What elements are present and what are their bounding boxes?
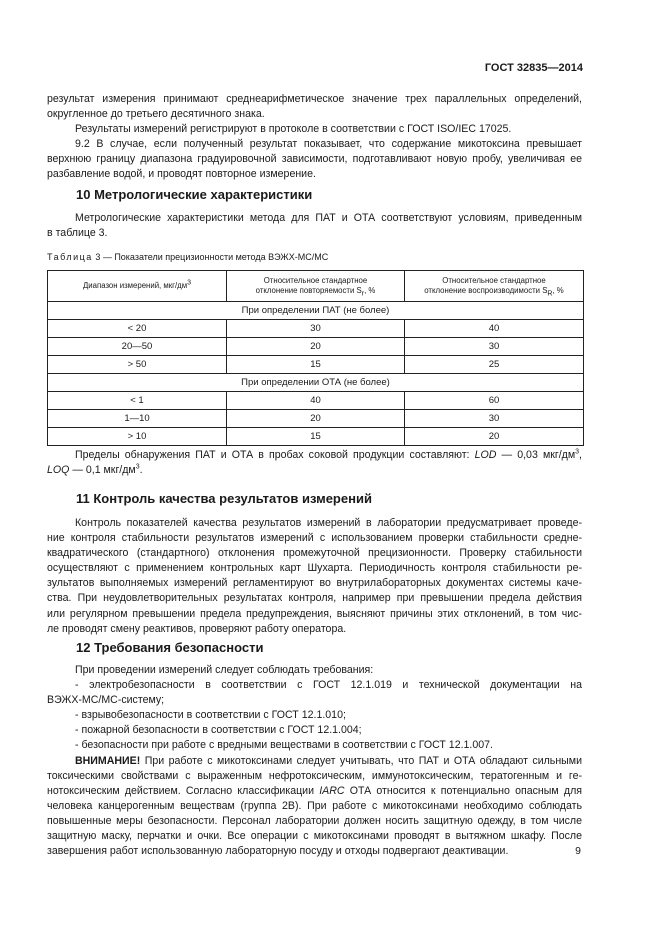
text-line: Пределы обнаружения ПАТ и ОТА в пробах соковой продукции составляют: LOD — 0,03 мкг/$дм^3$, <box>75 448 582 461</box>
section-10-text <box>47 211 582 241</box>
text-line: верхнюю границу диапазона градуировочной зависимости, подготавливают новую пробу, увеличивая ее <box>47 153 582 166</box>
precision-table <box>47 270 584 446</box>
intro-block <box>47 92 582 183</box>
text-line: ВЭЖХ-МС/МС-систему; <box>47 694 165 707</box>
table-row: 1—10 20 30 <box>48 410 584 428</box>
table-caption <box>47 252 328 262</box>
text-line: - электробезопасности в соответствии с ГОСТ 12.1.019 и технической документации на <box>75 679 582 692</box>
header-repeatability: Относительное стандартное отклонение повторяемости $S_r$, % <box>227 271 405 302</box>
table-caption-text: 3 — Показатели прецизионности метода ВЭЖХ-МС/МС <box>95 252 329 262</box>
text-line: завершения работ использованную лабораторную посуду и отходы подвергают деактивации. <box>47 845 509 858</box>
text-line: - взрывобезопасности в соответствии с ГОСТ 12.1.010; <box>75 709 346 722</box>
text-line: квадратического (стандартного) отклонения промежуточной прецизионности. Проверку стабильности <box>47 547 582 560</box>
text-line: ние контроля стабильности результатов измерений с использованием проверки стабильности средне- <box>47 532 582 545</box>
table-row: < 20 30 40 <box>48 320 584 338</box>
text-line: повышенные меры безопасности. Персонал лаборатории должен носить защитную одежду, в том числе <box>47 814 582 827</box>
text-line: - пожарной безопасности в соответствии с ГОСТ 12.1.004; <box>75 724 362 737</box>
section-11-text <box>47 516 582 637</box>
document-code: ГОСТ 32835—2014 <box>484 62 583 74</box>
text-line: Результаты измерений регистрируют в протоколе в соответствии с ГОСТ ISO/IEC 17025. <box>75 123 512 136</box>
text-line: ВНИМАНИЕ! При работе с микотоксинами следует учитывать, что ПАТ и ОТА обладают сильными <box>75 754 582 767</box>
text-line: округленное до третьего десятичного знака. <box>47 108 265 121</box>
text-line: При проведении измерений следует соблюдать требования: <box>75 664 374 676</box>
text-line: LOQ — 0,1 мкг/$дм^3$. <box>47 463 143 477</box>
header-range: Диапазон измерений, мкг/$дм^3$ <box>48 271 227 302</box>
text-line: зультатов выполняемых измерений регламентируют во внутрилабораторных документах системы каче- <box>47 577 582 590</box>
text-line: ле проводят смену реактивов, проверяют работу оператора. <box>47 622 347 635</box>
table-caption-label: Таблица <box>47 252 93 262</box>
page-number: 9 <box>575 845 581 857</box>
section-12-text <box>47 663 582 859</box>
text-line: защитную маску, перчатки и очки. Все операции с микотоксинами проводят в вытяжном шкафу. После <box>47 830 582 843</box>
text-line: - безопасности при работе с вредными веществами в соответствии с ГОСТ 12.1.007. <box>75 739 493 752</box>
text-line: осуществляют с применением контрольных карт Шухарта. Периодичность контроля стабильности ре- <box>47 562 582 575</box>
text-line: 9.2 В случае, если полученный результат показывает, что содержание микотоксина превышает <box>75 138 582 151</box>
table-header-row <box>48 271 584 302</box>
table-row: > 10 15 20 <box>48 428 584 446</box>
warning-label: ВНИМАНИЕ! <box>75 754 141 767</box>
text-line: результат измерения принимают среднеарифметическое значение трех параллельных определений, <box>47 93 582 105</box>
text-line: в таблице 3. <box>47 227 108 240</box>
section-12-title: 12 Требования безопасности <box>76 640 264 655</box>
table-row: > 50 15 25 <box>48 356 584 374</box>
text-line: токсическими свойствами с выраженным нефротоксическим, иммунотоксическим, тератогенным и ге- <box>47 769 582 782</box>
section-10-title: 10 Метрологические характеристики <box>76 187 313 202</box>
text-line: человека канцерогенным веществам (группа 2B). При работе с микотоксинами необходимо соблюдать <box>47 799 582 812</box>
table-row: < 1 40 60 <box>48 392 584 410</box>
text-line: Контроль показателей качества результатов измерений в лаборатории предусматривает проведе- <box>75 517 582 529</box>
text-line: ства. При неудовлетворительных результатах контроля, например при превышении предела действия <box>47 592 582 605</box>
text-line: нотоксическим действием. Согласно классификации IARC ОТА относится к потенциально опасным для <box>47 784 582 797</box>
detection-limits <box>47 448 582 478</box>
header-reproducibility: Относительное стандартное отклонение воспроизводимости $S_R$, % <box>405 271 584 302</box>
text-line: или регулярном превышении предела предупреждения, выясняют причины этих отклонений, в том чис- <box>47 607 582 620</box>
section-11-title: 11 Контроль качества результатов измерений <box>76 491 372 506</box>
group-row-pat: При определении ПАТ (не более) <box>48 302 584 320</box>
text-line: разбавление водой, и проводят повторное измерение. <box>47 168 316 181</box>
table-row: 20—50 20 30 <box>48 338 584 356</box>
group-row-ota: При определении ОТА (не более) <box>48 374 584 392</box>
text-line: Метрологические характеристики метода для ПАТ и ОТА соответствуют условиям, приведенным <box>75 212 582 224</box>
